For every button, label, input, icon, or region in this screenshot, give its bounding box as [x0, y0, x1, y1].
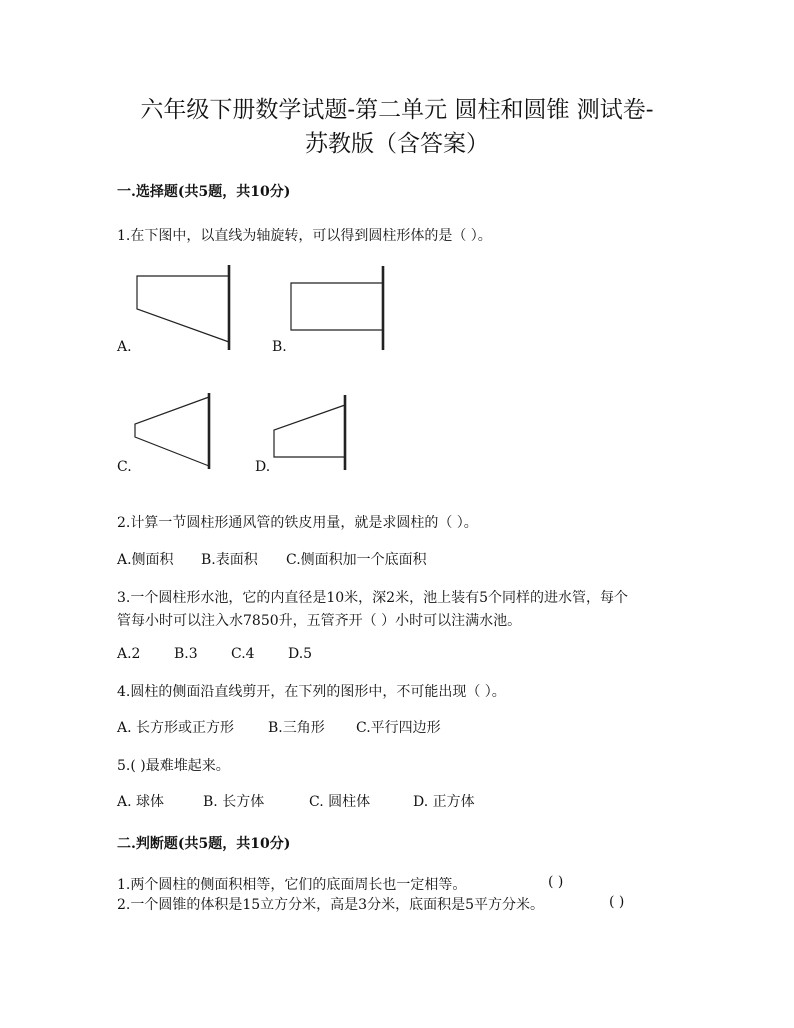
question-3-line2: 管每小时可以注入水7850升，五管齐开（ ）小时可以注满水池。	[117, 613, 522, 629]
figure-a-shape	[137, 276, 229, 342]
question-3-option-d: D.5	[288, 646, 313, 662]
figure-c-label: C.	[117, 459, 132, 475]
figure-a	[130, 262, 240, 354]
question-2-option-c: C.侧面积加一个底面积	[286, 552, 427, 568]
judgement-1: 1.两个圆柱的侧面积相等，它们的底面周长也一定相等。	[117, 877, 467, 893]
question-3-option-b: B.3	[174, 646, 198, 662]
figure-d-shape	[274, 405, 345, 457]
figure-a-label: A.	[117, 339, 132, 355]
question-5-option-d: D. 正方体	[413, 794, 475, 810]
figure-c-shape	[135, 397, 209, 466]
question-5-option-a: A. 球体	[117, 794, 165, 810]
question-3-option-a: A.2	[117, 646, 141, 662]
question-3-option-c: C.4	[231, 646, 255, 662]
section-heading-judgement: 二.判断题(共5题，共10分)	[117, 836, 291, 852]
question-1: 1.在下图中，以直线为轴旋转，可以得到圆柱形体的是（ ）。	[117, 228, 492, 244]
question-2: 2.计算一节圆柱形通风管的铁皮用量，就是求圆柱的（ ）。	[117, 515, 478, 531]
question-2-option-b: B.表面积	[201, 552, 258, 568]
figure-b	[285, 262, 395, 354]
judgement-2-blank: ( )	[609, 894, 625, 910]
question-3-line1: 3.一个圆柱形水池，它的内直径是10米，深2米，池上装有5个同样的进水管，每个	[117, 590, 628, 606]
judgement-2: 2.一个圆锥的体积是15立方分米，高是3分米，底面积是5平方分米。	[117, 897, 544, 913]
question-4: 4.圆柱的侧面沿直线剪开，在下列的图形中，不可能出现（ ）。	[117, 684, 506, 700]
figure-b-label: B.	[272, 339, 287, 355]
figure-d-label: D.	[255, 459, 271, 475]
question-5: 5.( )最难堆起来。	[117, 758, 230, 774]
page-title-line2: 苏教版（含答案）	[305, 131, 489, 157]
question-4-option-c: C.平行四边形	[356, 720, 441, 736]
question-5-option-b: B. 长方体	[203, 794, 265, 810]
question-4-option-a: A. 长方形或正方形	[117, 720, 235, 736]
section-heading-choice: 一.选择题(共5题，共10分)	[117, 184, 291, 200]
question-4-option-b: B.三角形	[268, 720, 325, 736]
page-title-line1: 六年级下册数学试题-第二单元 圆柱和圆锥 测试卷-	[140, 97, 654, 123]
figure-d	[268, 392, 353, 472]
figure-b-shape	[291, 283, 383, 330]
question-2-option-a: A.侧面积	[117, 552, 174, 568]
figure-c	[128, 390, 218, 472]
question-5-option-c: C. 圆柱体	[309, 794, 371, 810]
judgement-1-blank: ( )	[548, 874, 564, 890]
